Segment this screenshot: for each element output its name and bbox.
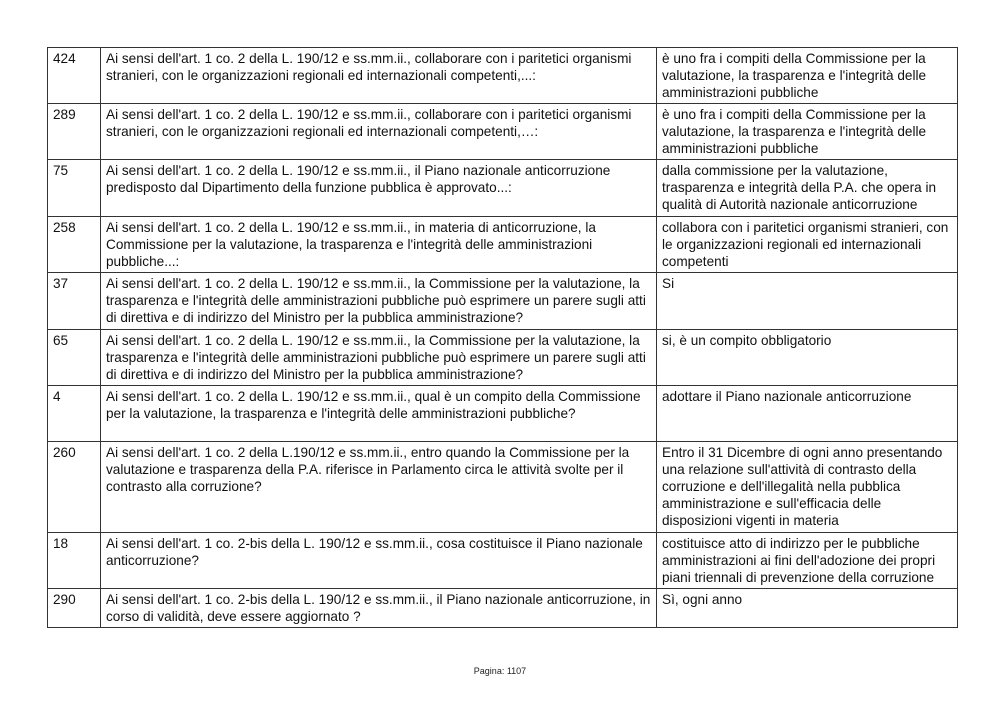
- table-row: [48, 386, 958, 442]
- question-id: 4: [48, 386, 101, 442]
- table-row: [48, 330, 958, 386]
- question-text: Ai sensi dell'art. 1 co. 2 della L. 190/12 e ss.mm.ii., il Piano nazionale anticorruzione predisposto dal Dipartimento della funzione pubblica è approvato...:: [101, 160, 657, 217]
- question-text: Ai sensi dell'art. 1 co. 2 della L. 190/12 e ss.mm.ii., collaborare con i paritetici organismi stranieri, con le organizzazioni regionali ed internazionali competenti,…:: [101, 104, 657, 160]
- question-text: Ai sensi dell'art. 1 co. 2 della L. 190/12 e ss.mm.ii., la Commissione per la valutazione, la trasparenza e l'integrità delle amministrazioni pubbliche può esprimere un parere sugli atti di direttiva e di indirizzo del Ministro per la pubblica amministrazione?: [101, 330, 657, 386]
- question-id: 75: [48, 160, 101, 217]
- question-id: 18: [48, 533, 101, 589]
- question-id: 258: [48, 217, 101, 273]
- table-row: [48, 589, 958, 628]
- answer-text: è uno fra i compiti della Commissione per la valutazione, la trasparenza e l'integrità delle amministrazioni pubbliche: [657, 48, 958, 104]
- table-row: [48, 104, 958, 160]
- answer-text: si, è un compito obbligatorio: [657, 330, 958, 386]
- question-text: Ai sensi dell'art. 1 co. 2 della L. 190/12 e ss.mm.ii., in materia di anticorruzione, la Commissione per la valutazione, la trasparenza e l'integrità delle amministrazioni pubbliche...:: [101, 217, 657, 273]
- question-text: Ai sensi dell'art. 1 co. 2-bis della L. 190/12 e ss.mm.ii., cosa costituisce il Piano nazionale anticorruzione?: [101, 533, 657, 589]
- answer-text: è uno fra i compiti della Commissione per la valutazione, la trasparenza e l'integrità delle amministrazioni pubbliche: [657, 104, 958, 160]
- question-id: 260: [48, 442, 101, 533]
- answer-text: Sì, ogni anno: [657, 589, 958, 628]
- answer-text: adottare il Piano nazionale anticorruzione: [657, 386, 958, 442]
- question-text: Ai sensi dell'art. 1 co. 2 della L. 190/12 e ss.mm.ii., collaborare con i paritetici organismi stranieri, con le organizzazioni regionali ed internazionali competenti,...:: [101, 48, 657, 104]
- table-row: [48, 217, 958, 273]
- question-text: Ai sensi dell'art. 1 co. 2-bis della L. 190/12 e ss.mm.ii., il Piano nazionale anticorruzione, in corso di validità, deve essere aggiornato ?: [101, 589, 657, 628]
- table-row: [48, 442, 958, 533]
- answer-text: collabora con i paritetici organismi stranieri, con le organizzazioni regionali ed internazionali competenti: [657, 217, 958, 273]
- table-row: [48, 533, 958, 589]
- question-text: Ai sensi dell'art. 1 co. 2 della L. 190/12 e ss.mm.ii., la Commissione per la valutazione, la trasparenza e l'integrità delle amministrazioni pubbliche può esprimere un parere sugli atti di direttiva e di indirizzo del Ministro per la pubblica amministrazione?: [101, 273, 657, 330]
- table-row: [48, 273, 958, 330]
- table-row: [48, 160, 958, 217]
- question-text: Ai sensi dell'art. 1 co. 2 della L. 190/12 e ss.mm.ii., qual è un compito della Commissione per la valutazione, la trasparenza e l'integrità delle amministrazioni pubbliche?: [101, 386, 657, 442]
- question-id: 290: [48, 589, 101, 628]
- table-row: [48, 48, 958, 104]
- question-id: 289: [48, 104, 101, 160]
- question-id: 65: [48, 330, 101, 386]
- question-id: 37: [48, 273, 101, 330]
- answer-text: Entro il 31 Dicembre di ogni anno presentando una relazione sull'attività di contrasto della corruzione e dell'illegalità nella pubblica amministrazione e sull'efficacia delle disposizioni vigenti in materia: [657, 442, 958, 533]
- answer-text: Si: [657, 273, 958, 330]
- answer-text: dalla commissione per la valutazione, trasparenza e integrità della P.A. che opera in qualità di Autorità nazionale anticorruzione: [657, 160, 958, 217]
- question-id: 424: [48, 48, 101, 104]
- questions-table: [47, 47, 958, 628]
- question-text: Ai sensi dell'art. 1 co. 2 della L.190/12 e ss.mm.ii., entro quando la Commissione per la valutazione e trasparenza della P.A. riferisce in Parlamento circa le attività svolte per il contrasto alla corruzione?: [101, 442, 657, 533]
- answer-text: costituisce atto di indirizzo per le pubbliche amministrazioni ai fini dell'adozione dei propri piani triennali di prevenzione della corruzione: [657, 533, 958, 589]
- page-number: Pagina: 1107: [473, 666, 527, 676]
